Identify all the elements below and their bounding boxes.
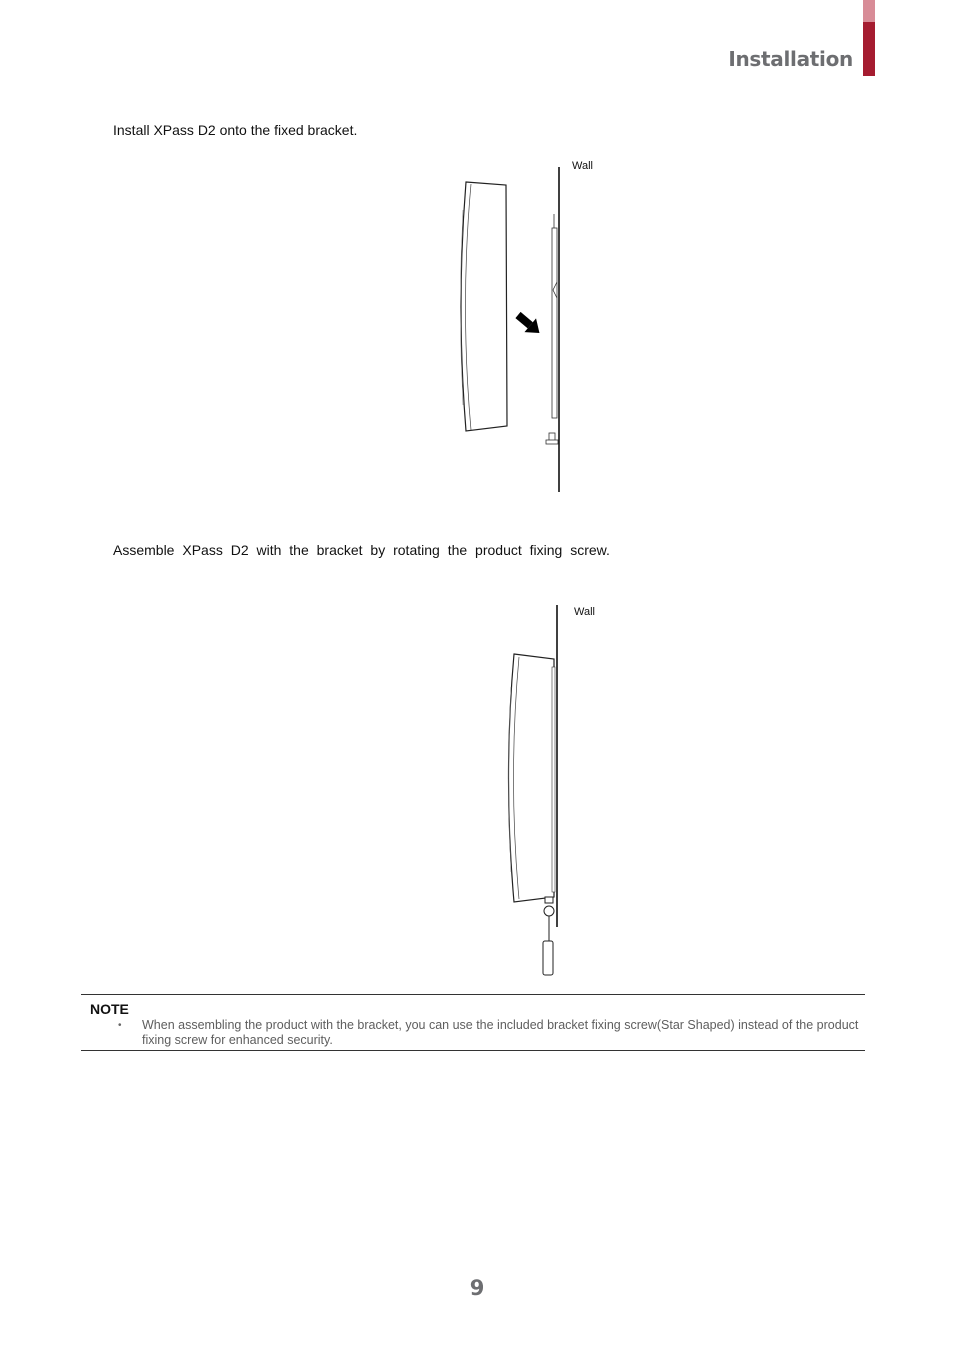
step-2-instruction: Assemble XPass D2 with the bracket by rotating the product fixing screw. (113, 542, 610, 558)
note-box (81, 994, 865, 1051)
bracket-screw (546, 433, 558, 444)
insert-direction-arrow (512, 308, 545, 340)
page-number: 9 (469, 1276, 485, 1300)
note-title: NOTE (90, 1001, 129, 1017)
wall-label: Wall (572, 160, 593, 172)
header-tab-accent (863, 22, 875, 76)
note-text: When assembling the product with the bracket, you can use the included bracket fixing screw(Star Shaped) instead of the product fixing screw for enhanced security. (142, 1018, 859, 1047)
xpass-d2-device (509, 654, 556, 902)
bullet-icon: • (118, 1020, 122, 1031)
step-1-instruction: Install XPass D2 onto the fixed bracket. (113, 122, 358, 138)
screwdriver (543, 897, 554, 975)
section-title: Installation (728, 47, 853, 71)
wall-label: Wall (574, 606, 595, 618)
figure-install-device-onto-bracket (440, 150, 620, 500)
figure-fasten-fixing-screw (490, 597, 620, 982)
bracket-plate (552, 228, 557, 418)
xpass-d2-device (461, 182, 508, 431)
header-tab-light (863, 0, 875, 22)
